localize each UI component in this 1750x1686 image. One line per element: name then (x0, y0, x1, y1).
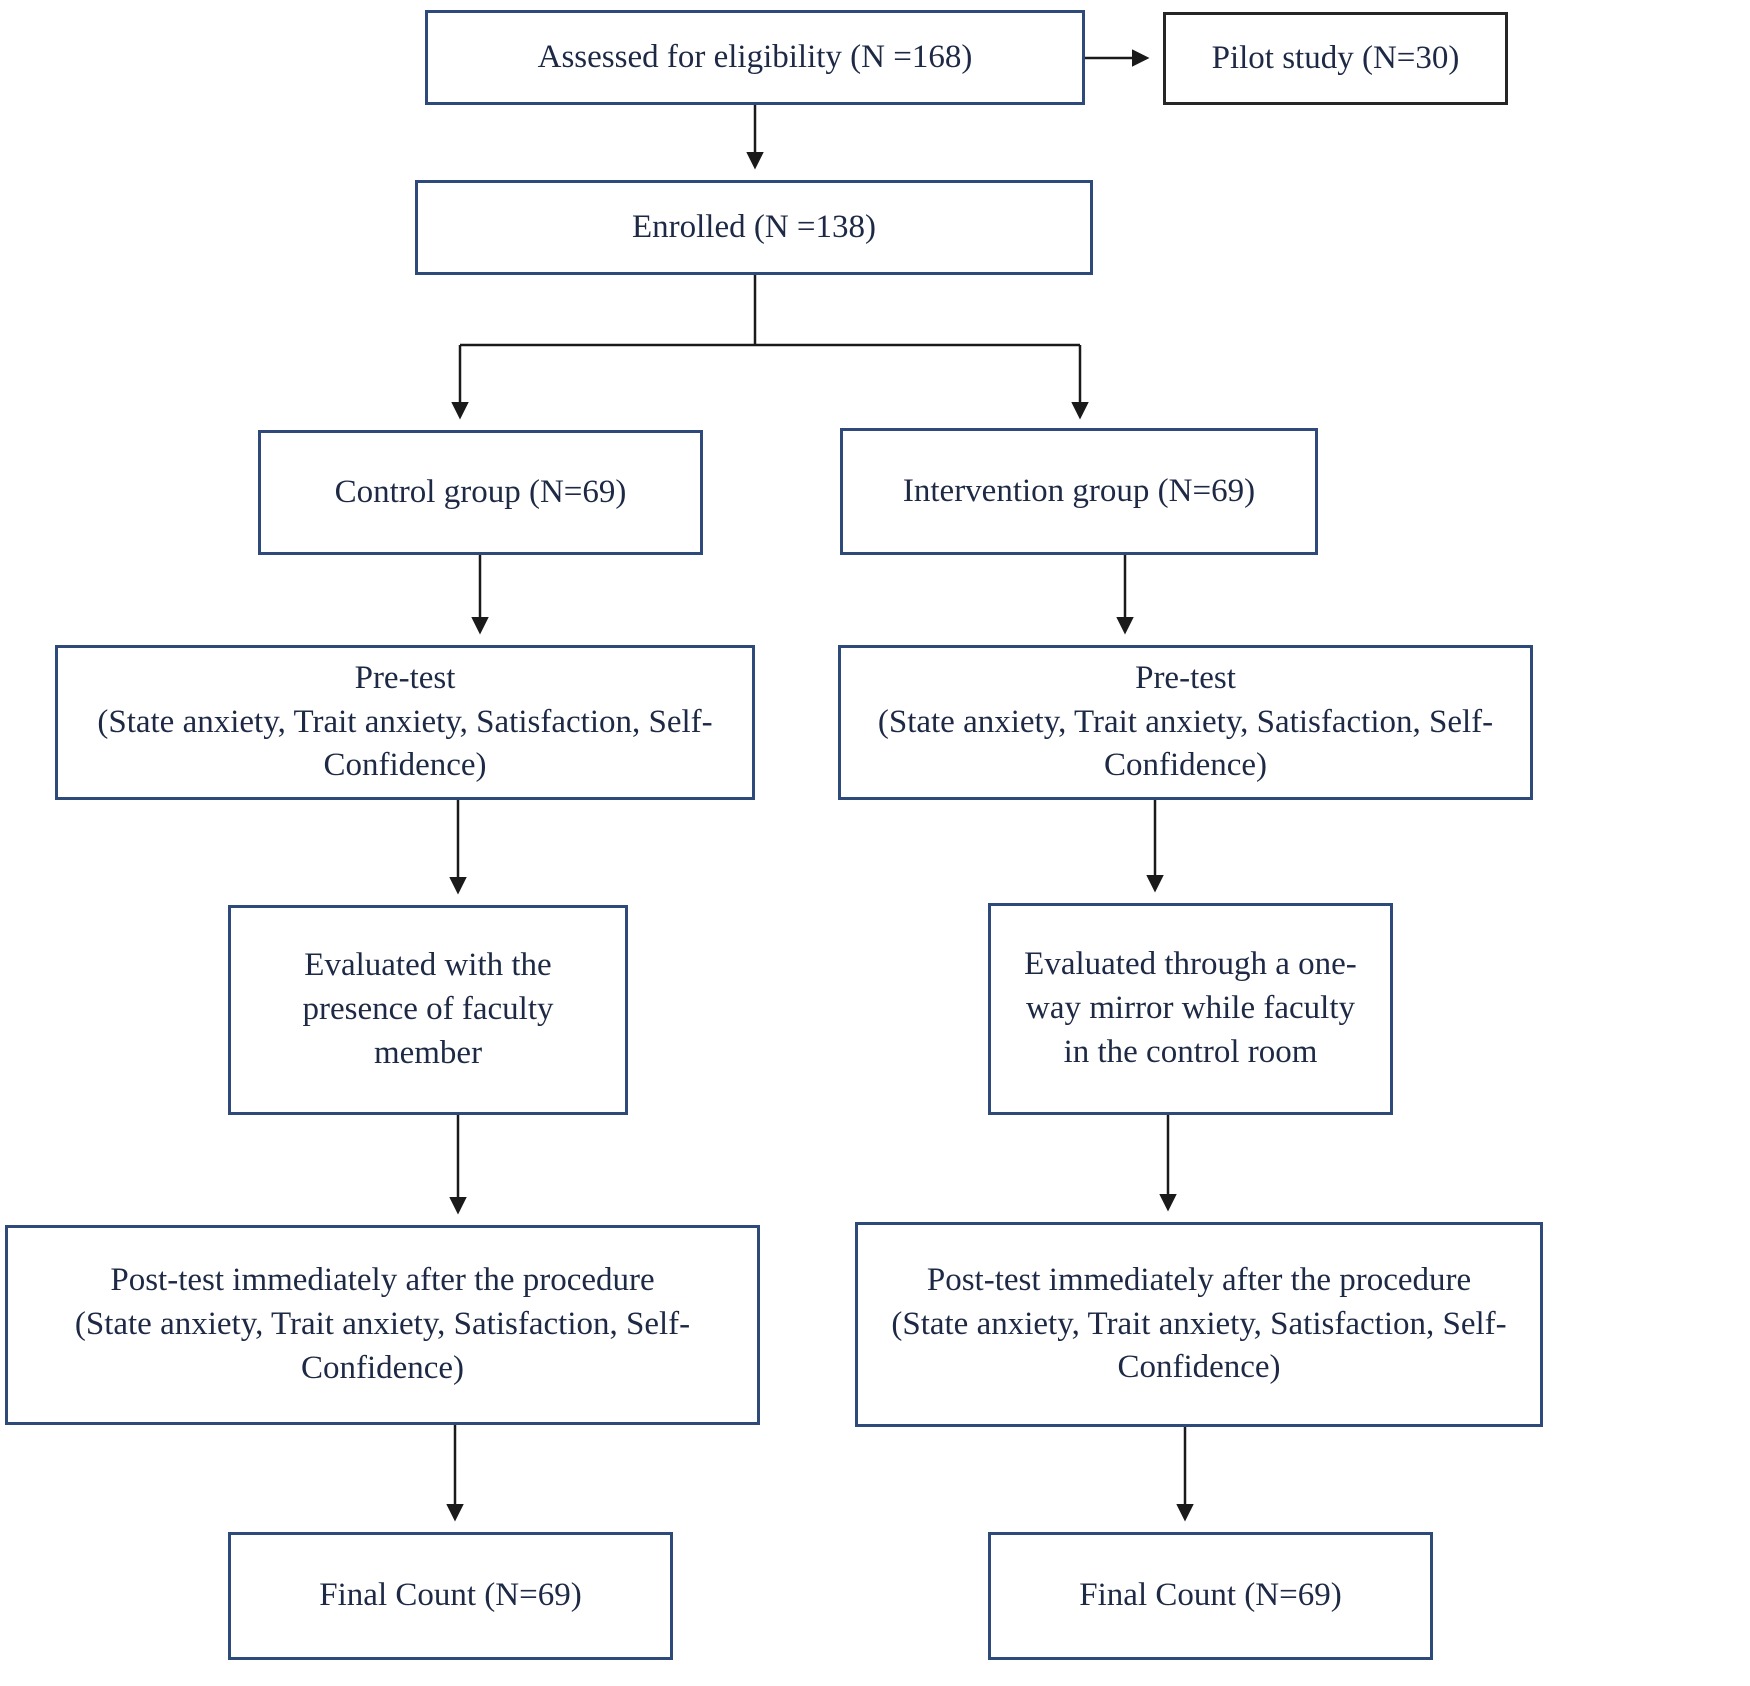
box-pretest-intervention (838, 645, 1533, 800)
box-enrolled (415, 180, 1093, 275)
box-control-group (258, 430, 703, 555)
enrolled-label: Enrolled (N =138) (631, 208, 877, 245)
pretest-control-title: Pre-test (354, 659, 456, 696)
box-posttest-control (5, 1225, 760, 1425)
posttest-control-title: Post-test immediately after the procedure (110, 1262, 655, 1299)
final-count-control-label: Final Count (N=69) (319, 1577, 582, 1614)
evaluation-control-label: Evaluated with the presence of faculty member (302, 947, 554, 1071)
evaluation-intervention-label: Evaluated through a one-way mirror while faculty in the control room (1024, 946, 1357, 1070)
box-evaluation-intervention (988, 903, 1393, 1115)
posttest-intervention-title: Post-test immediately after the procedure (926, 1261, 1472, 1298)
intervention-group-label: Intervention group (N=69) (902, 472, 1256, 509)
posttest-control-detail: (State anxiety, Trait anxiety, Satisfaction, Self-Confidence) (74, 1306, 691, 1386)
box-intervention-group (840, 428, 1318, 555)
pretest-intervention-title: Pre-test (1135, 659, 1236, 696)
pretest-control-detail: (State anxiety, Trait anxiety, Satisfaction, Self-Confidence) (97, 703, 713, 784)
box-final-count-intervention (988, 1532, 1433, 1660)
control-group-label: Control group (N=69) (334, 473, 627, 510)
box-evaluation-control (228, 905, 628, 1115)
box-assessed-eligibility (425, 10, 1085, 105)
box-posttest-intervention (855, 1222, 1543, 1427)
box-pilot-study (1163, 12, 1508, 105)
box-pretest-control (55, 645, 755, 800)
box-final-count-control (228, 1532, 673, 1660)
assessed-eligibility-label: Assessed for eligibility (N =168) (537, 38, 973, 75)
pilot-study-label: Pilot study (N=30) (1211, 39, 1460, 76)
pretest-intervention-detail: (State anxiety, Trait anxiety, Satisfaction, Self-Confidence) (877, 703, 1494, 784)
posttest-intervention-detail: (State anxiety, Trait anxiety, Satisfaction, Self-Confidence) (891, 1305, 1507, 1386)
final-count-intervention-label: Final Count (N=69) (1079, 1577, 1342, 1614)
